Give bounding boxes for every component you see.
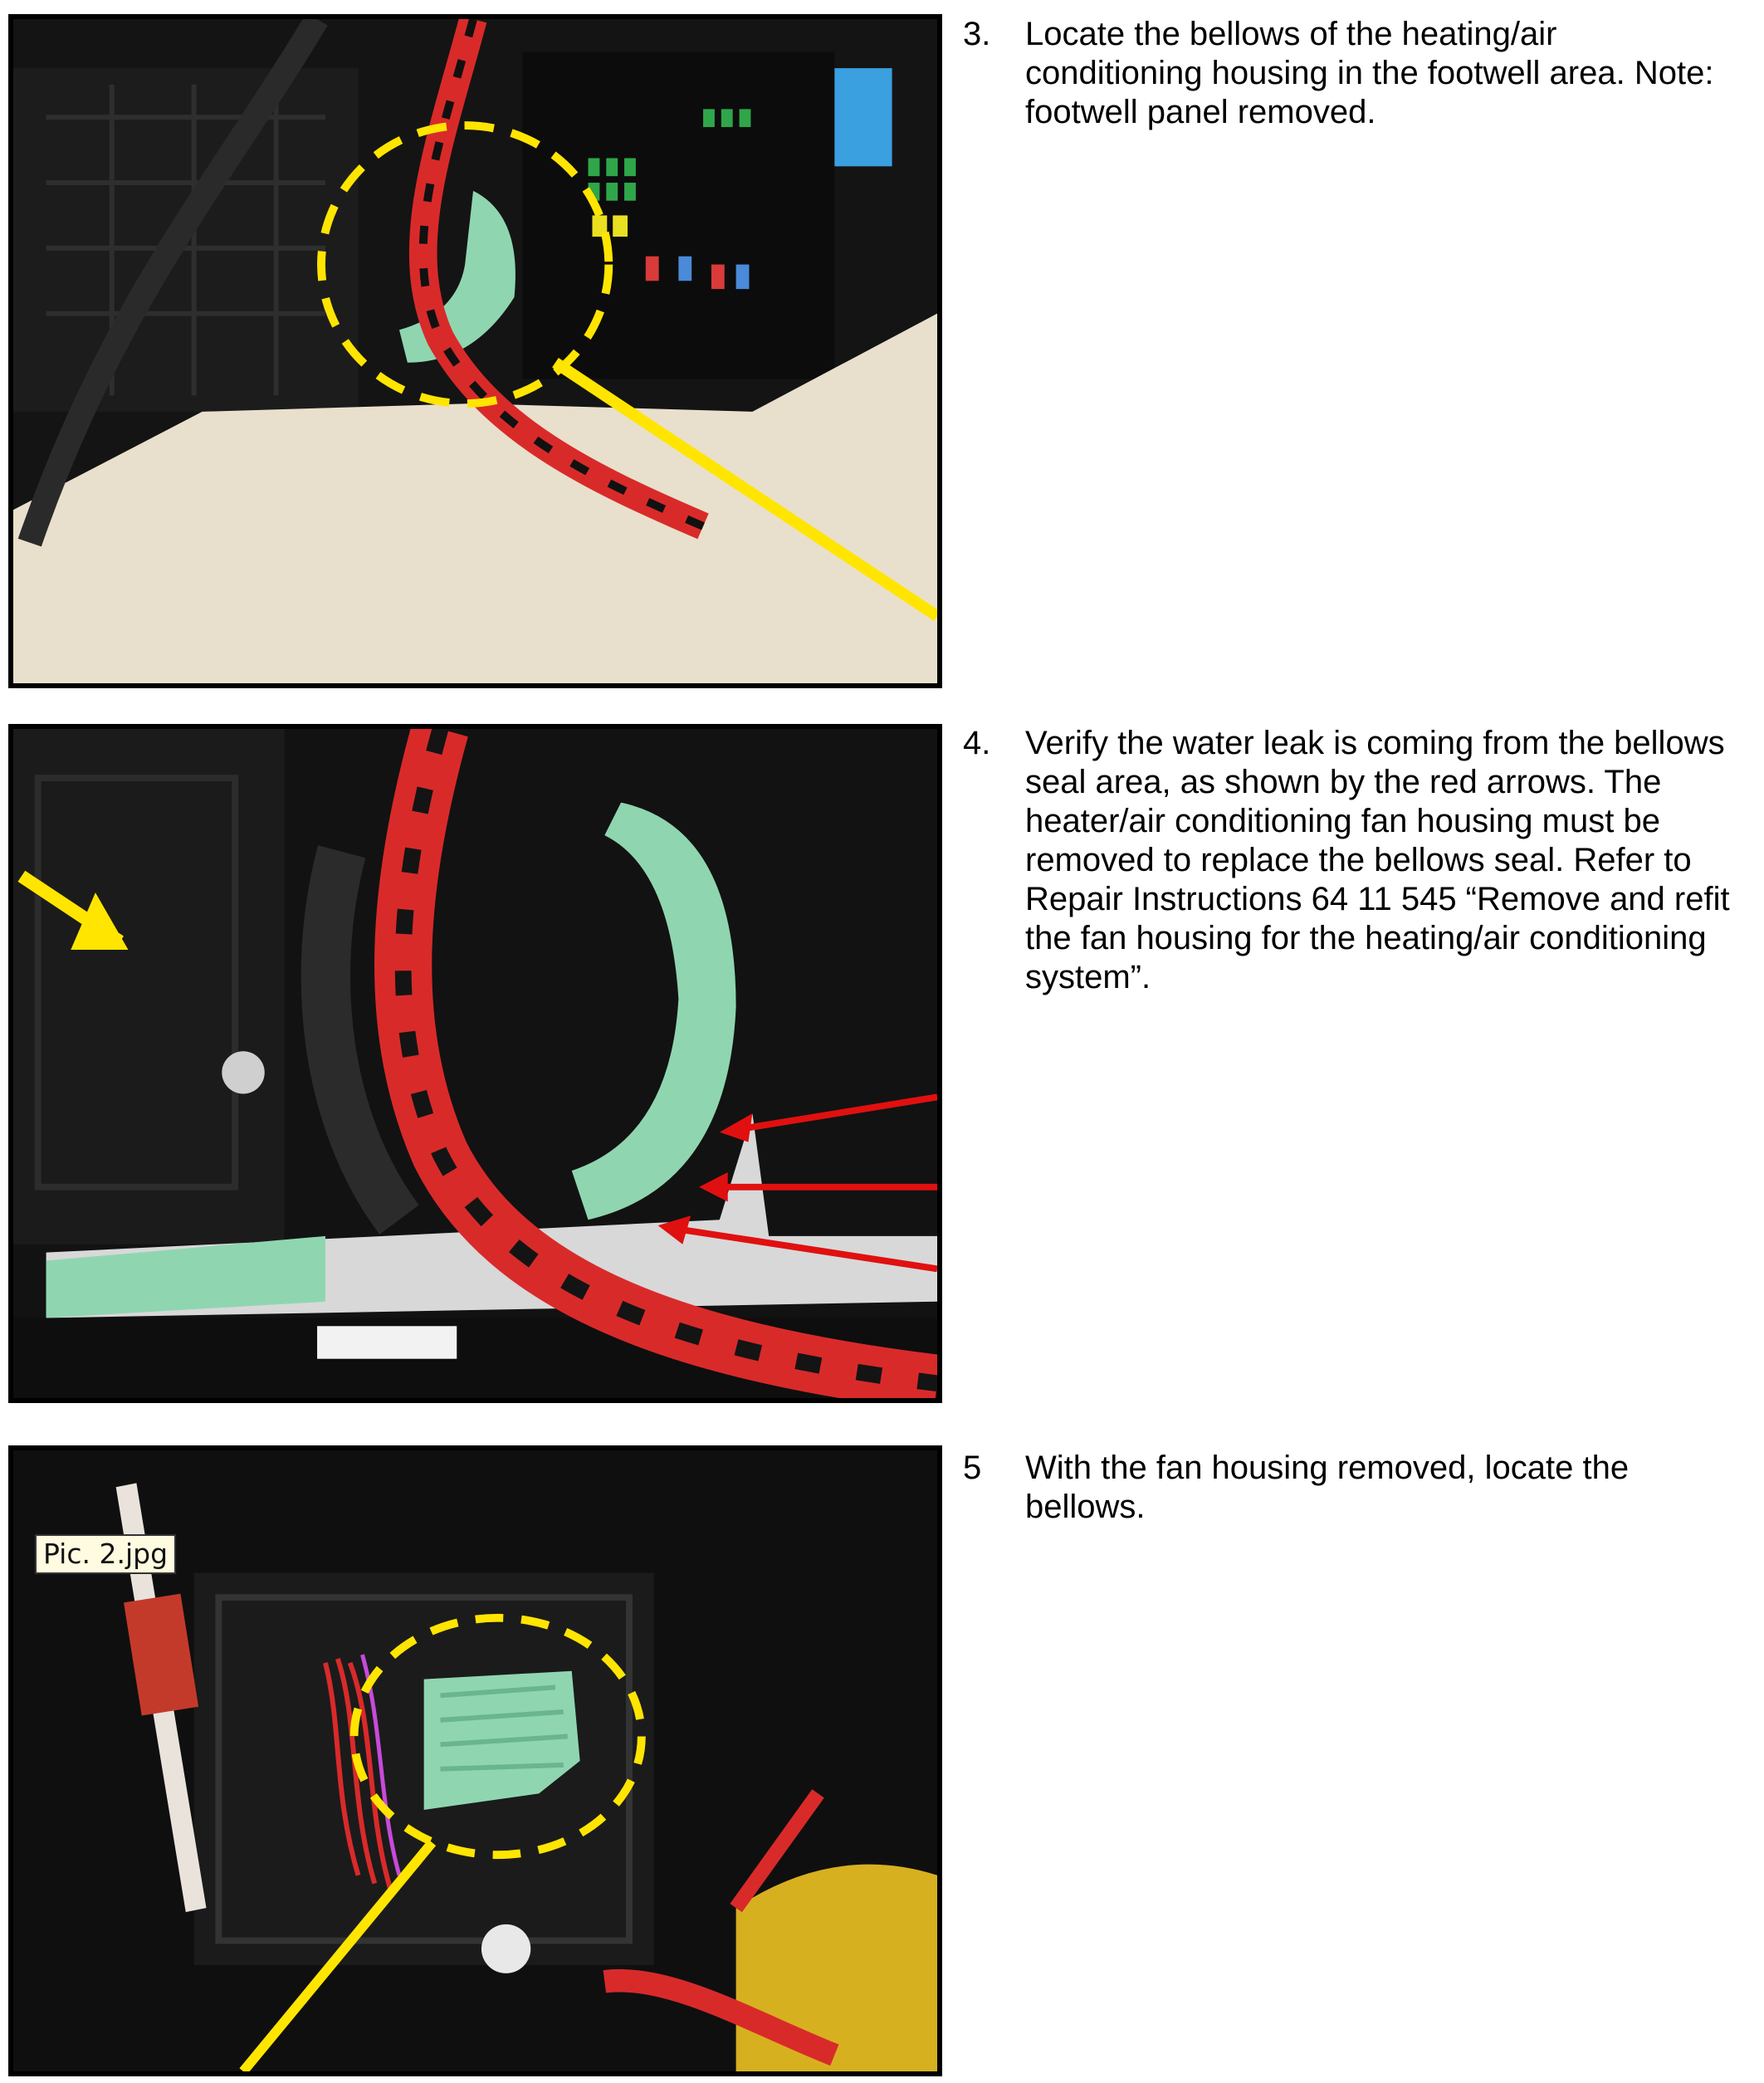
photo-footwell-illustration [13, 19, 937, 683]
step-number: 5 [963, 1450, 982, 1486]
step-text: Locate the bellows of the heating/air conditioning housing in the footwell area. Note: footwell panel removed. [1025, 16, 1714, 130]
photo-bellows-illustration [13, 729, 937, 1398]
step-5 [963, 1449, 1743, 1540]
photo-bellows-seal-closeup [8, 724, 942, 1403]
picture-file-label: Pic. 2.jpg [35, 1534, 176, 1574]
step-number: 4. [963, 725, 991, 761]
step-text: Verify the water leak is coming from the bellows seal area, as shown by the red arrows. The heater/air conditioning fan housing must be removed to replace the bellows seal. Refer to Repair Instructions 64 11 545 “Remove and refit the fan housing for the heating/air conditioning system”. [1025, 725, 1730, 995]
step-4 [963, 724, 1743, 1056]
step-number: 3. [963, 16, 991, 52]
photo-fan-housing-removed [8, 1445, 942, 2076]
photo-footwell-bellows [8, 14, 942, 688]
step-text: With the fan housing removed, locate the bellows. [1025, 1450, 1630, 1525]
step-3 [963, 15, 1743, 148]
